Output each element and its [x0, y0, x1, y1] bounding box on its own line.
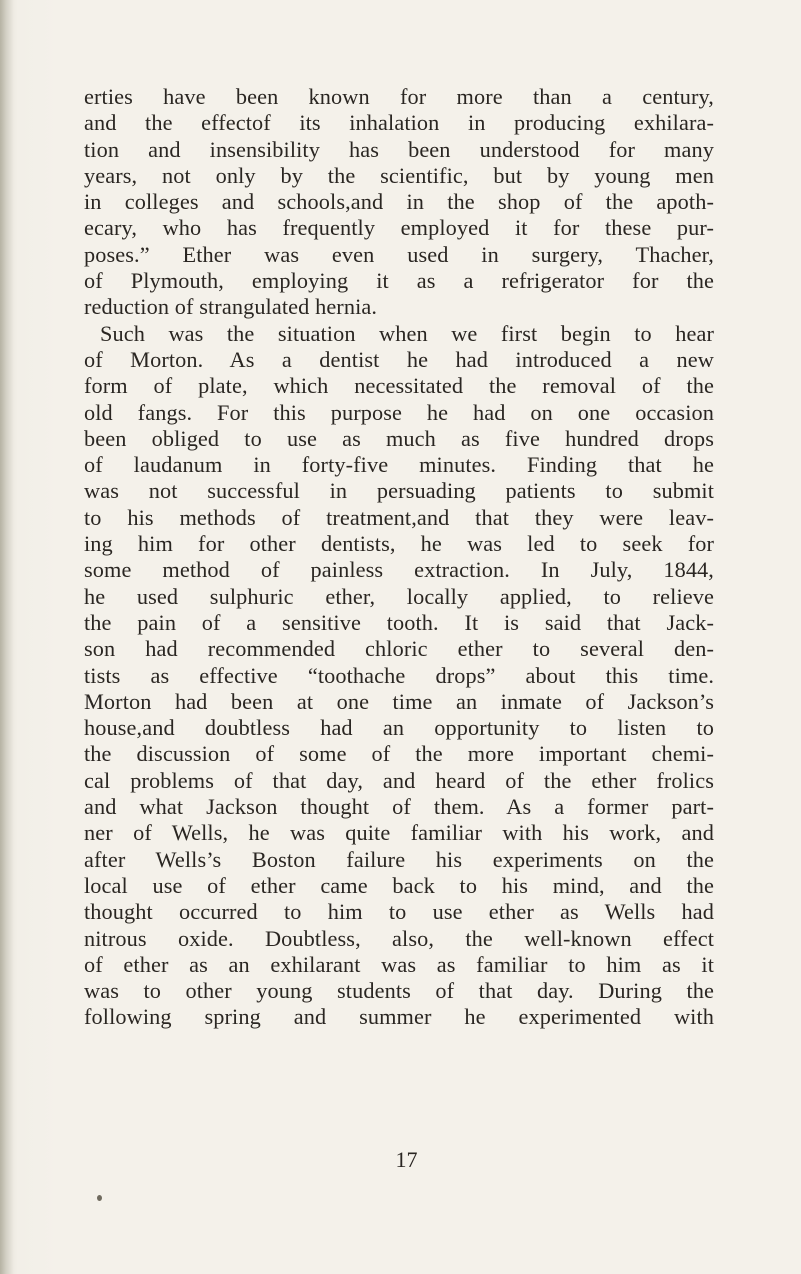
ink-speck: [97, 1195, 102, 1201]
text-line: in colleges and schools,and in the shop of the apoth-: [84, 189, 714, 215]
text-line: nitrous oxide. Doubtless, also, the well-known effect: [84, 925, 714, 951]
text-line: house,and doubtless had an opportunity to listen to: [84, 715, 714, 741]
body-text: [84, 84, 714, 1031]
text-line: was to other young students of that day. During the: [84, 978, 714, 1004]
text-line: been obliged to use as much as five hundred drops: [84, 425, 714, 451]
text-line: son had recommended chloric ether to several den-: [84, 636, 714, 662]
text-line: erties have been known for more than a century,: [84, 84, 714, 109]
text-line: was not successful in persuading patients to submit: [84, 478, 714, 504]
text-line: and the effectof its inhalation in producing exhilara-: [84, 110, 714, 136]
text-line: and what Jackson thought of them. As a former part-: [84, 794, 714, 820]
text-line: the pain of a sensitive tooth. It is said that Jack-: [84, 609, 714, 635]
text-line: of ether as an exhilarant was as familiar to him as it: [84, 951, 714, 977]
text-line: some method of painless extraction. In July, 1844,: [84, 557, 714, 583]
text-line: thought occurred to him to use ether as Wells had: [84, 899, 714, 925]
text-line: reduction of strangulated hernia.: [84, 294, 378, 320]
text-line: Morton had been at one time an inmate of Jackson’s: [84, 688, 714, 714]
text-line: form of plate, which necessitated the removal of the: [84, 373, 714, 399]
text-line: he used sulphuric ether, locally applied, to relieve: [84, 583, 714, 609]
spine-shadow: [0, 0, 14, 1274]
text-line: cal problems of that day, and heard of the ether frolics: [84, 767, 714, 793]
text-line: ecary, who has frequently employed it for these pur-: [84, 215, 714, 241]
text-line: poses.” Ether was even used in surgery, Thacher,: [84, 241, 714, 267]
text-line: ing him for other dentists, he was led to seek for: [84, 531, 714, 557]
text-line: years, not only by the scientific, but by young men: [84, 162, 714, 188]
text-line: local use of ether came back to his mind, and the: [84, 872, 714, 898]
text-line: the discussion of some of the more important chemi-: [84, 741, 714, 767]
text-line: of Plymouth, employing it as a refrigerator for the: [84, 268, 714, 294]
text-line: ner of Wells, he was quite familiar with his work, and: [84, 820, 714, 846]
text-line: of Morton. As a dentist he had introduced a new: [84, 346, 714, 372]
page-number: 17: [395, 1147, 418, 1172]
text-line: tists as effective “toothache drops” about this time.: [84, 662, 714, 688]
text-line: old fangs. For this purpose he had on one occasion: [84, 399, 714, 425]
text-line: tion and insensibility has been understood for many: [84, 136, 714, 162]
paragraph-start-line: Such was the situation when we first begin to hear: [100, 320, 714, 346]
text-line: to his methods of treatment,and that they were leav-: [84, 504, 714, 530]
text-line: of laudanum in forty-five minutes. Finding that he: [84, 452, 714, 478]
text-line: following spring and summer he experimented with: [84, 1004, 714, 1030]
text-line: after Wells’s Boston failure his experiments on the: [84, 846, 714, 872]
